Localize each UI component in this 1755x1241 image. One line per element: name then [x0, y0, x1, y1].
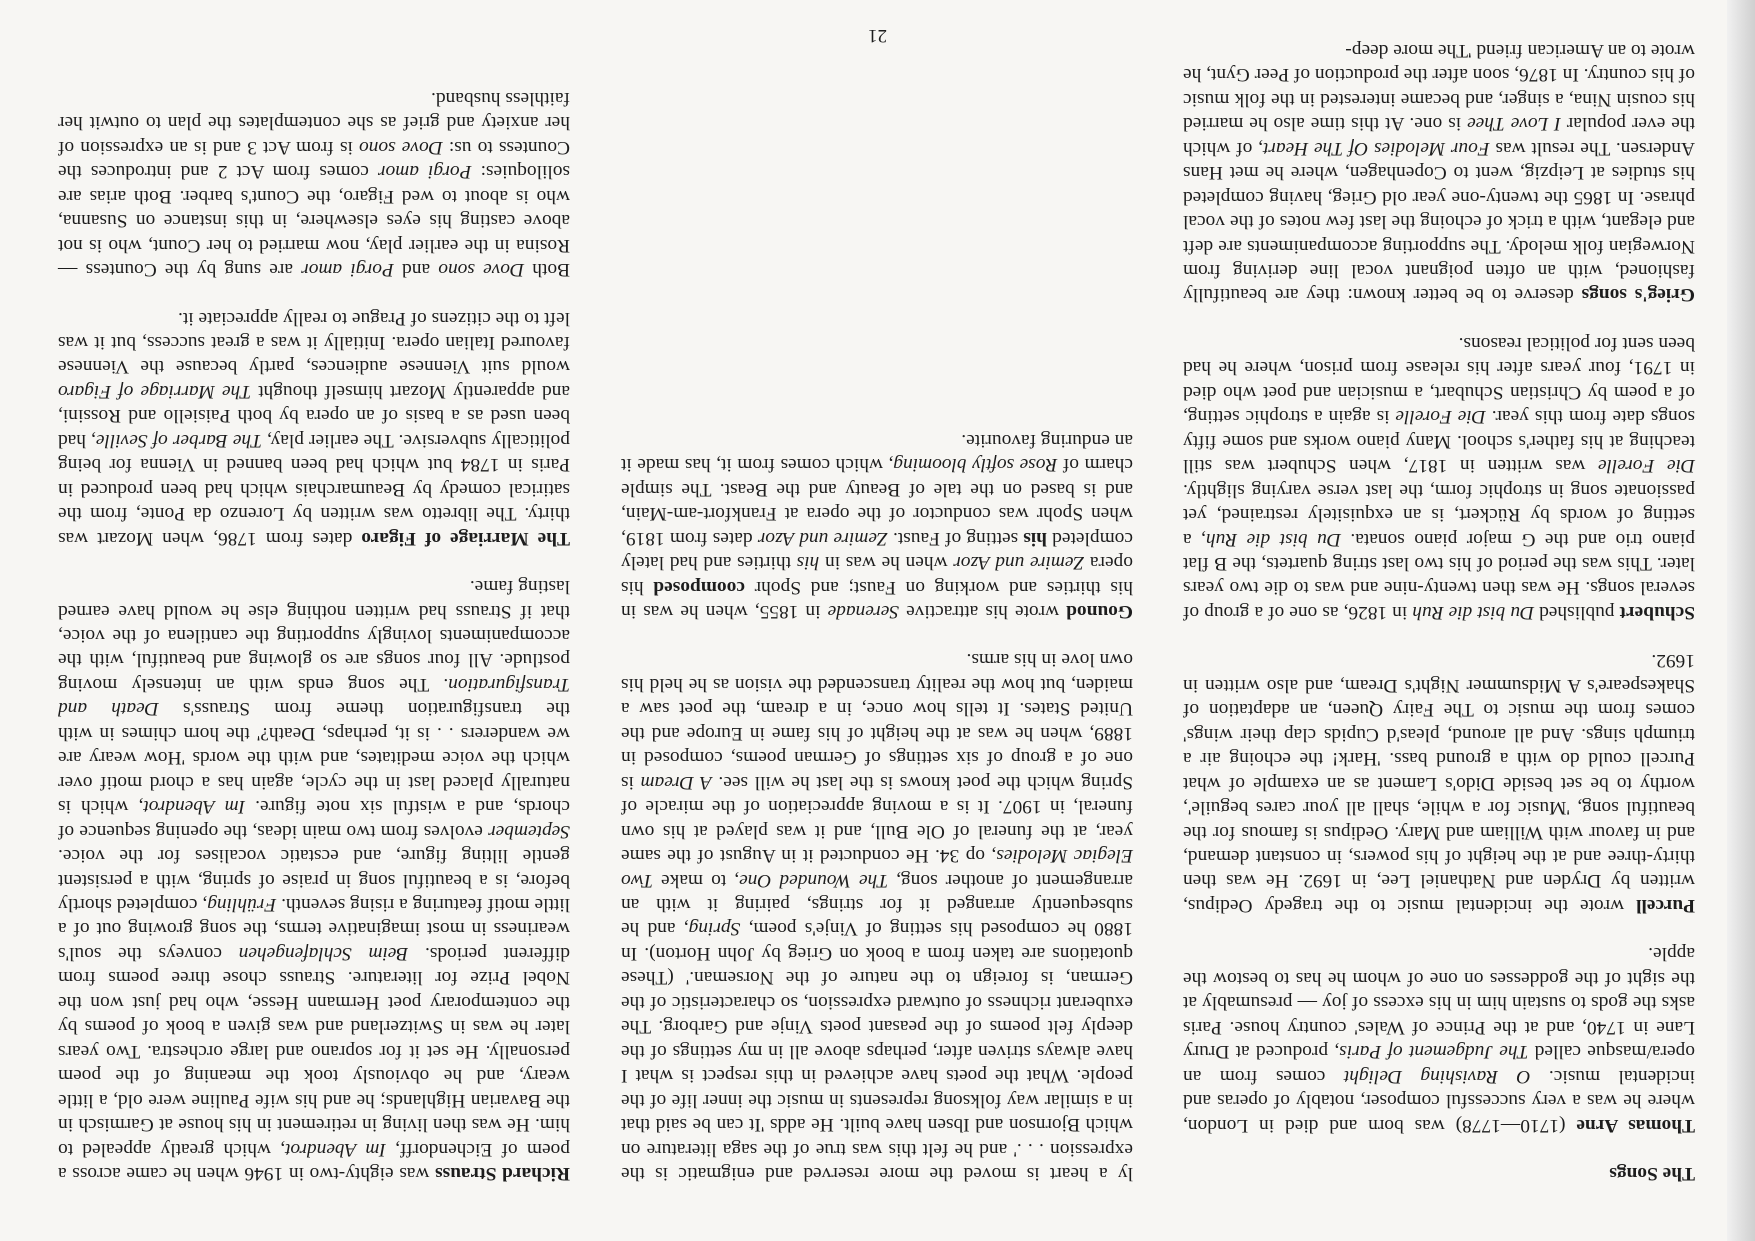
paragraph-figaro: The Marriage of Figaro dates from 1786, when Mozart was thirty. The libretto was written by Lorenzo da Ponte, from the satirical comedy by Beaumarchais which had been produced in Paris in 1784 but which had been banned in Vienna for being politically subversive. The earlier play, The Barber of Seville, had been used as a basis of an opera by both Paisiello and Rossini, and apparently Mozart himself thought The Marriage of Figaro would suit Viennese audiences, partly because the Viennese favoured Italian opera. Initially it was a great success, but it was left to the citizens of Prague to really appreciate it. — [58, 307, 570, 549]
section-title: The Songs — [1609, 1163, 1695, 1184]
composer-gounod: Gounod — [1066, 601, 1133, 623]
paragraph-arne: Thomas Arne (1710—1778) was born and died in London, where he was a very successful composer, notably of operas and incidental music. O Ravishing Delight comes from an opera/masque called The Judgement of Paris, produced at Drury Lane in 1740, and at the Prince of Wales' country house. Paris asks the gods to sustain him in his excess of joy — presumably at the sight of the goddesses on one of whom he has to bestow the apple. — [1183, 943, 1695, 1136]
column-left — [1183, 14, 1695, 1185]
paragraph-grieg: Grieg's songs deserve to be better known: they are beautifully fashioned, with an often poignant vocal line deriving from Norwegian folk melody. The supporting accompaniments are deft and elegant, with a trick of echoing the last few notes of the vocal phrase. In 1865 the twenty-one year old Grieg, having completed his studies at Leipzig, went to Copenhagen, where he met Hans Andersen. The result was Four Melodies Of The Heart, of which the ever popular I Love Thee is one. At this time also he married his cousin Nina, a singer, and became interested in the folk music of his country. In 1876, soon after the production of Peer Gynt, he wrote to an American friend 'The more deep- — [1182, 39, 1695, 306]
composer-strauss: Richard Strauss — [435, 1163, 570, 1184]
paragraph-grieg-continued: ly a heart is moved the more reserved and enigmatic is the expression . . .' and he felt this was true of the saga literature on which Bjornson and Ibsen have built. He adds 'It can be said that in a similar way folksong represents in music the inner life of the people. What the poets have achieved in this respect is what I have always striven after, perhaps above all in my settings of the deeply felt poems of the peasant poets Vinje and Garborg. The exuberant richness of outward expression, so characteristic of the German, is foreign to the nature of the Norseman.' (These quotations are taken from a book on Grieg by John Horton). In 1880 he composed his setting of Vinje's poem, Spring, and he subsequently arranged it for strings, pairing it with an arrangement of another song, The Wounded One, to make Two Elegiac Melodies, op 34. He conducted it in August of the same year, at the funeral of Ole Bull, and it was played at his own funeral, in 1907. It is a moving appreciation of the miracle of Spring which the poet knows is the last he will see. A Dream is one of a group of six settings of German poems, composed in 1889, when he was at the height of his fame in Europe and the United States. It tells how once, in a dream, the poet saw a maiden, but how the reality transcended the vision as he held his own love in his arms. — [620, 649, 1133, 1184]
composer-arne: Thomas Arne — [1576, 1114, 1695, 1136]
composer-grieg: Grieg's songs — [1581, 284, 1695, 306]
column-right — [58, 62, 570, 1185]
paragraph-countess-arias: Both Dove sono and Porgi amor are sung by the Countess — Rosina in the earlier play, now married to her Count, who is not above casting his eyes elsewhere, in this instance on Susanna, who is about to wed Figaro, the Count's barber. Both arias are soliloquies: Porgi amor comes from Act 2 and introduces the Countess to us: Dove sono is from Act 3 and is an expression of her anxiety and grief as she contemplates the plan to outwit her faithless husband. — [58, 87, 570, 281]
page-number: 21 — [868, 25, 887, 46]
paragraph-schubert: Schubert published Du bist die Ruh in 1826, as one of a group of several songs. He was then twenty-nine and was to die two years later. This was the period of his two last string quartets, the B flat piano trio and the G major piano sonata. Du bist die Ruh, a setting of words by Rückert, is an exquisitely restrained, yet passionate song in strophic form, the last verse varying slightly. Die Forelle was written in 1817, when Schubert was still teaching at his father's school. Many piano works and some fifty songs date from this year. Die Forelle is again a strophic setting, of a poem by Christian Schubart, a musician and poet who died in 1791, four years after his release from prison, where he had been sent for political reasons. — [1183, 332, 1695, 623]
paragraph-strauss: Richard Strauss was eighty-two in 1946 when he came across a poem of Eichendorff, Im Abendrot, which greatly appealed to him. He was then living in retirement in his house at Garmisch in the Bavarian Highlands; he and his wife Pauline were old, a little weary, and he obviously took the meaning of the poem personally. He set it for soprano and large orchestra. Two years later he was in Switzerland and was given a book of poems by the contemporary poet Hermann Hesse, who had just won the Nobel Prize for literature. Strauss chose three poems from different periods. Beim Schlafengehen conveys the soul's weariness in most imaginative terms, the song growing out of a little motif featuring a rising seventh. Frühling, completed shortly before, is a beautiful song in praise of spring, with a persistent gentle lilting figure, and ecstatic vocalises for the voice. September evolves from two main ideas, the opening sequence of chords, and a wistful six note figure. Im Abendrot, which is naturally placed last in the cycle, again has a chord motif over which the voice meditates, and with the words 'How weary are we wanderers . . is it, perhaps, Death?' the horn chimes in with the transfiguration theme from Strauss's Death and Transfiguration. The song ends with an intensely moving postlude. All four songs are so glowing and beautiful, with the accompaniments lovingly supporting the cantilena of the voice, that if Strauss had written nothing else he would have earned lasting fame. — [57, 576, 570, 1184]
opera-figaro: The Marriage of Figaro — [361, 527, 570, 549]
column-middle — [621, 403, 1133, 1185]
composer-purcell: Purcell — [1636, 894, 1695, 916]
composer-schubert: Schubert — [1619, 601, 1695, 623]
paragraph-gounod: Gounod wrote his attractive Serenade in 1855, when he was in his thirties and working on Faust; and Spohr coomposed his opera Zemire und Azor when he was in his thirties and had lately completed his setting of Faust. Zemire und Azor dates from 1819, when Spohr was conductor of the opera at Frankfort-am-Main, and is based on the tale of Beauty and the Beast. The simple charm of Rose softly blooming, which comes from it, has made it an enduring favourite. — [620, 429, 1133, 623]
paragraph-purcell: Purcell wrote the incidental music to the tragedy Oedipus, written by Dryden and Nathaniel Lee, in 1692. He was then thirty-three and at the height of his powers, in constant demand, and in favour with William and Mary. Oedipus is famous for the beautiful song, 'Music for a while, shall all your cares beguile', worthy to be set beside Dido's Lament as an example of what Purcell could do with a ground bass. 'Hark! the echoing air a triumph sings. And all around, pleas'd Cupids clap their wings' comes from the music to The Fairy Queen, an adaptation of Shakespeare's A Midsummer Night's Dream, and also written in 1692. — [1183, 650, 1695, 916]
